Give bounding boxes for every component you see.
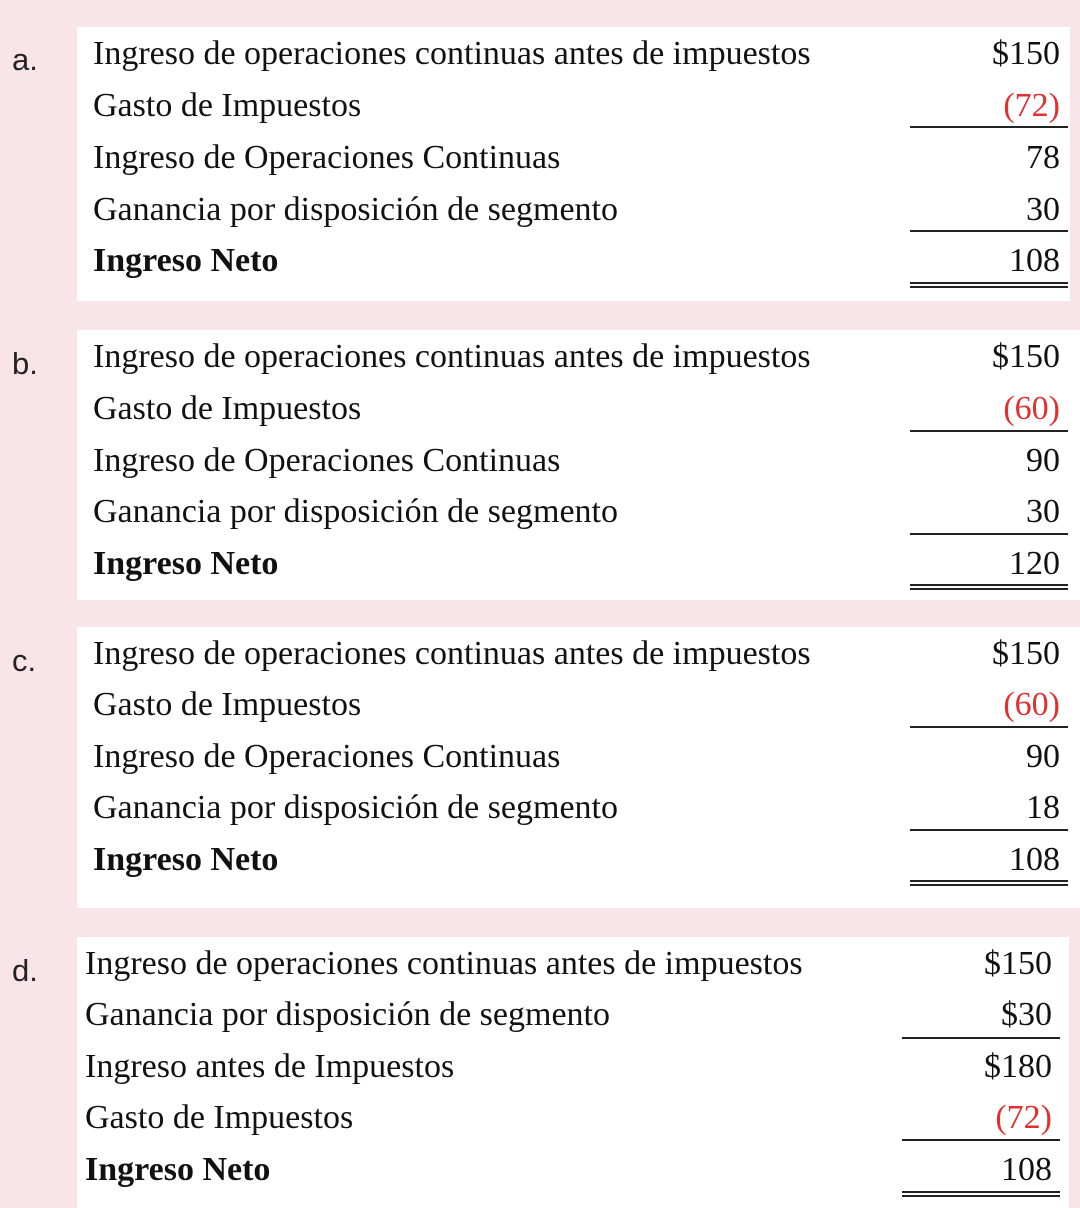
row-label: Ingreso de operaciones continuas antes de impuestos bbox=[85, 945, 803, 982]
subtotal-rule bbox=[910, 430, 1068, 432]
row-amount: 90 bbox=[1026, 442, 1060, 479]
row-amount: $150 bbox=[992, 35, 1060, 72]
statement-panel bbox=[77, 627, 1080, 908]
row-amount: 30 bbox=[1026, 493, 1060, 530]
row-amount: $30 bbox=[1001, 996, 1052, 1033]
row-label: Ganancia por disposición de segmento bbox=[93, 191, 618, 228]
option-letter: a. bbox=[12, 42, 38, 77]
row-amount: (60) bbox=[1003, 686, 1060, 723]
row-amount: $150 bbox=[992, 635, 1060, 672]
subtotal-rule bbox=[910, 726, 1068, 728]
statement-row bbox=[77, 1092, 1069, 1144]
statement-row bbox=[77, 486, 1080, 538]
row-label: Gasto de Impuestos bbox=[93, 390, 362, 427]
statement-row bbox=[77, 679, 1080, 731]
row-label: Ingreso de Operaciones Continuas bbox=[93, 738, 561, 775]
row-label: Ganancia por disposición de segmento bbox=[93, 493, 618, 530]
row-amount: 108 bbox=[1009, 841, 1060, 878]
statement-panel bbox=[77, 330, 1080, 600]
row-amount: (72) bbox=[995, 1099, 1052, 1136]
row-label: Ingreso de operaciones continuas antes de impuestos bbox=[93, 635, 811, 672]
row-label: Ingreso de Operaciones Continuas bbox=[93, 442, 561, 479]
row-label: Ingreso de operaciones continuas antes de impuestos bbox=[93, 35, 811, 72]
subtotal-rule bbox=[910, 533, 1068, 535]
statement-row bbox=[77, 132, 1070, 184]
option-d[interactable] bbox=[0, 937, 1080, 1208]
row-label: Ingreso Neto bbox=[93, 545, 279, 582]
row-amount: (72) bbox=[1003, 87, 1060, 124]
statement-row bbox=[77, 1144, 1069, 1196]
subtotal-rule bbox=[910, 829, 1068, 831]
row-amount: (60) bbox=[1003, 390, 1060, 427]
row-label: Ganancia por disposición de segmento bbox=[93, 789, 618, 826]
row-label: Ingreso antes de Impuestos bbox=[85, 1048, 455, 1085]
row-label: Ganancia por disposición de segmento bbox=[85, 996, 610, 1033]
row-label: Gasto de Impuestos bbox=[93, 87, 362, 124]
row-amount: $150 bbox=[992, 338, 1060, 375]
subtotal-rule bbox=[910, 126, 1068, 128]
statement-row bbox=[77, 989, 1069, 1041]
statement-row bbox=[77, 28, 1070, 80]
statement-row bbox=[77, 80, 1070, 132]
row-amount: 30 bbox=[1026, 191, 1060, 228]
option-c[interactable] bbox=[0, 627, 1080, 908]
statement-row bbox=[77, 1041, 1069, 1093]
row-label: Gasto de Impuestos bbox=[93, 686, 362, 723]
row-amount: 90 bbox=[1026, 738, 1060, 775]
subtotal-rule bbox=[910, 230, 1068, 232]
option-letter: d. bbox=[12, 953, 38, 988]
statement-panel bbox=[77, 27, 1070, 301]
row-amount: 78 bbox=[1026, 139, 1060, 176]
option-letter: c. bbox=[12, 643, 37, 678]
statement-row bbox=[77, 628, 1080, 680]
row-label: Ingreso Neto bbox=[93, 841, 279, 878]
statement-row bbox=[77, 782, 1080, 834]
option-letter: b. bbox=[12, 346, 38, 381]
statement-row bbox=[77, 383, 1080, 435]
row-label: Ingreso Neto bbox=[93, 242, 279, 279]
total-double-rule bbox=[902, 1191, 1060, 1197]
option-a[interactable] bbox=[0, 27, 1080, 301]
statement-row bbox=[77, 331, 1080, 383]
row-amount: 18 bbox=[1026, 789, 1060, 826]
statement-row bbox=[77, 731, 1080, 783]
option-b[interactable] bbox=[0, 330, 1080, 600]
statement-row bbox=[77, 834, 1080, 886]
row-label: Gasto de Impuestos bbox=[85, 1099, 354, 1136]
row-amount: 120 bbox=[1009, 545, 1060, 582]
statement-row bbox=[77, 435, 1080, 487]
statement-row bbox=[77, 938, 1069, 990]
row-label: Ingreso Neto bbox=[85, 1151, 271, 1188]
total-double-rule bbox=[910, 584, 1068, 590]
statement-row bbox=[77, 235, 1070, 287]
statement-row bbox=[77, 184, 1070, 236]
row-amount: $150 bbox=[984, 945, 1052, 982]
row-amount: 108 bbox=[1009, 242, 1060, 279]
total-double-rule bbox=[910, 282, 1068, 288]
statement-row bbox=[77, 538, 1080, 590]
subtotal-rule bbox=[902, 1037, 1060, 1039]
row-amount: 108 bbox=[1001, 1151, 1052, 1188]
row-label: Ingreso de Operaciones Continuas bbox=[93, 139, 561, 176]
statement-panel bbox=[77, 937, 1069, 1208]
row-label: Ingreso de operaciones continuas antes de impuestos bbox=[93, 338, 811, 375]
subtotal-rule bbox=[902, 1139, 1060, 1141]
total-double-rule bbox=[910, 880, 1068, 886]
row-amount: $180 bbox=[984, 1048, 1052, 1085]
